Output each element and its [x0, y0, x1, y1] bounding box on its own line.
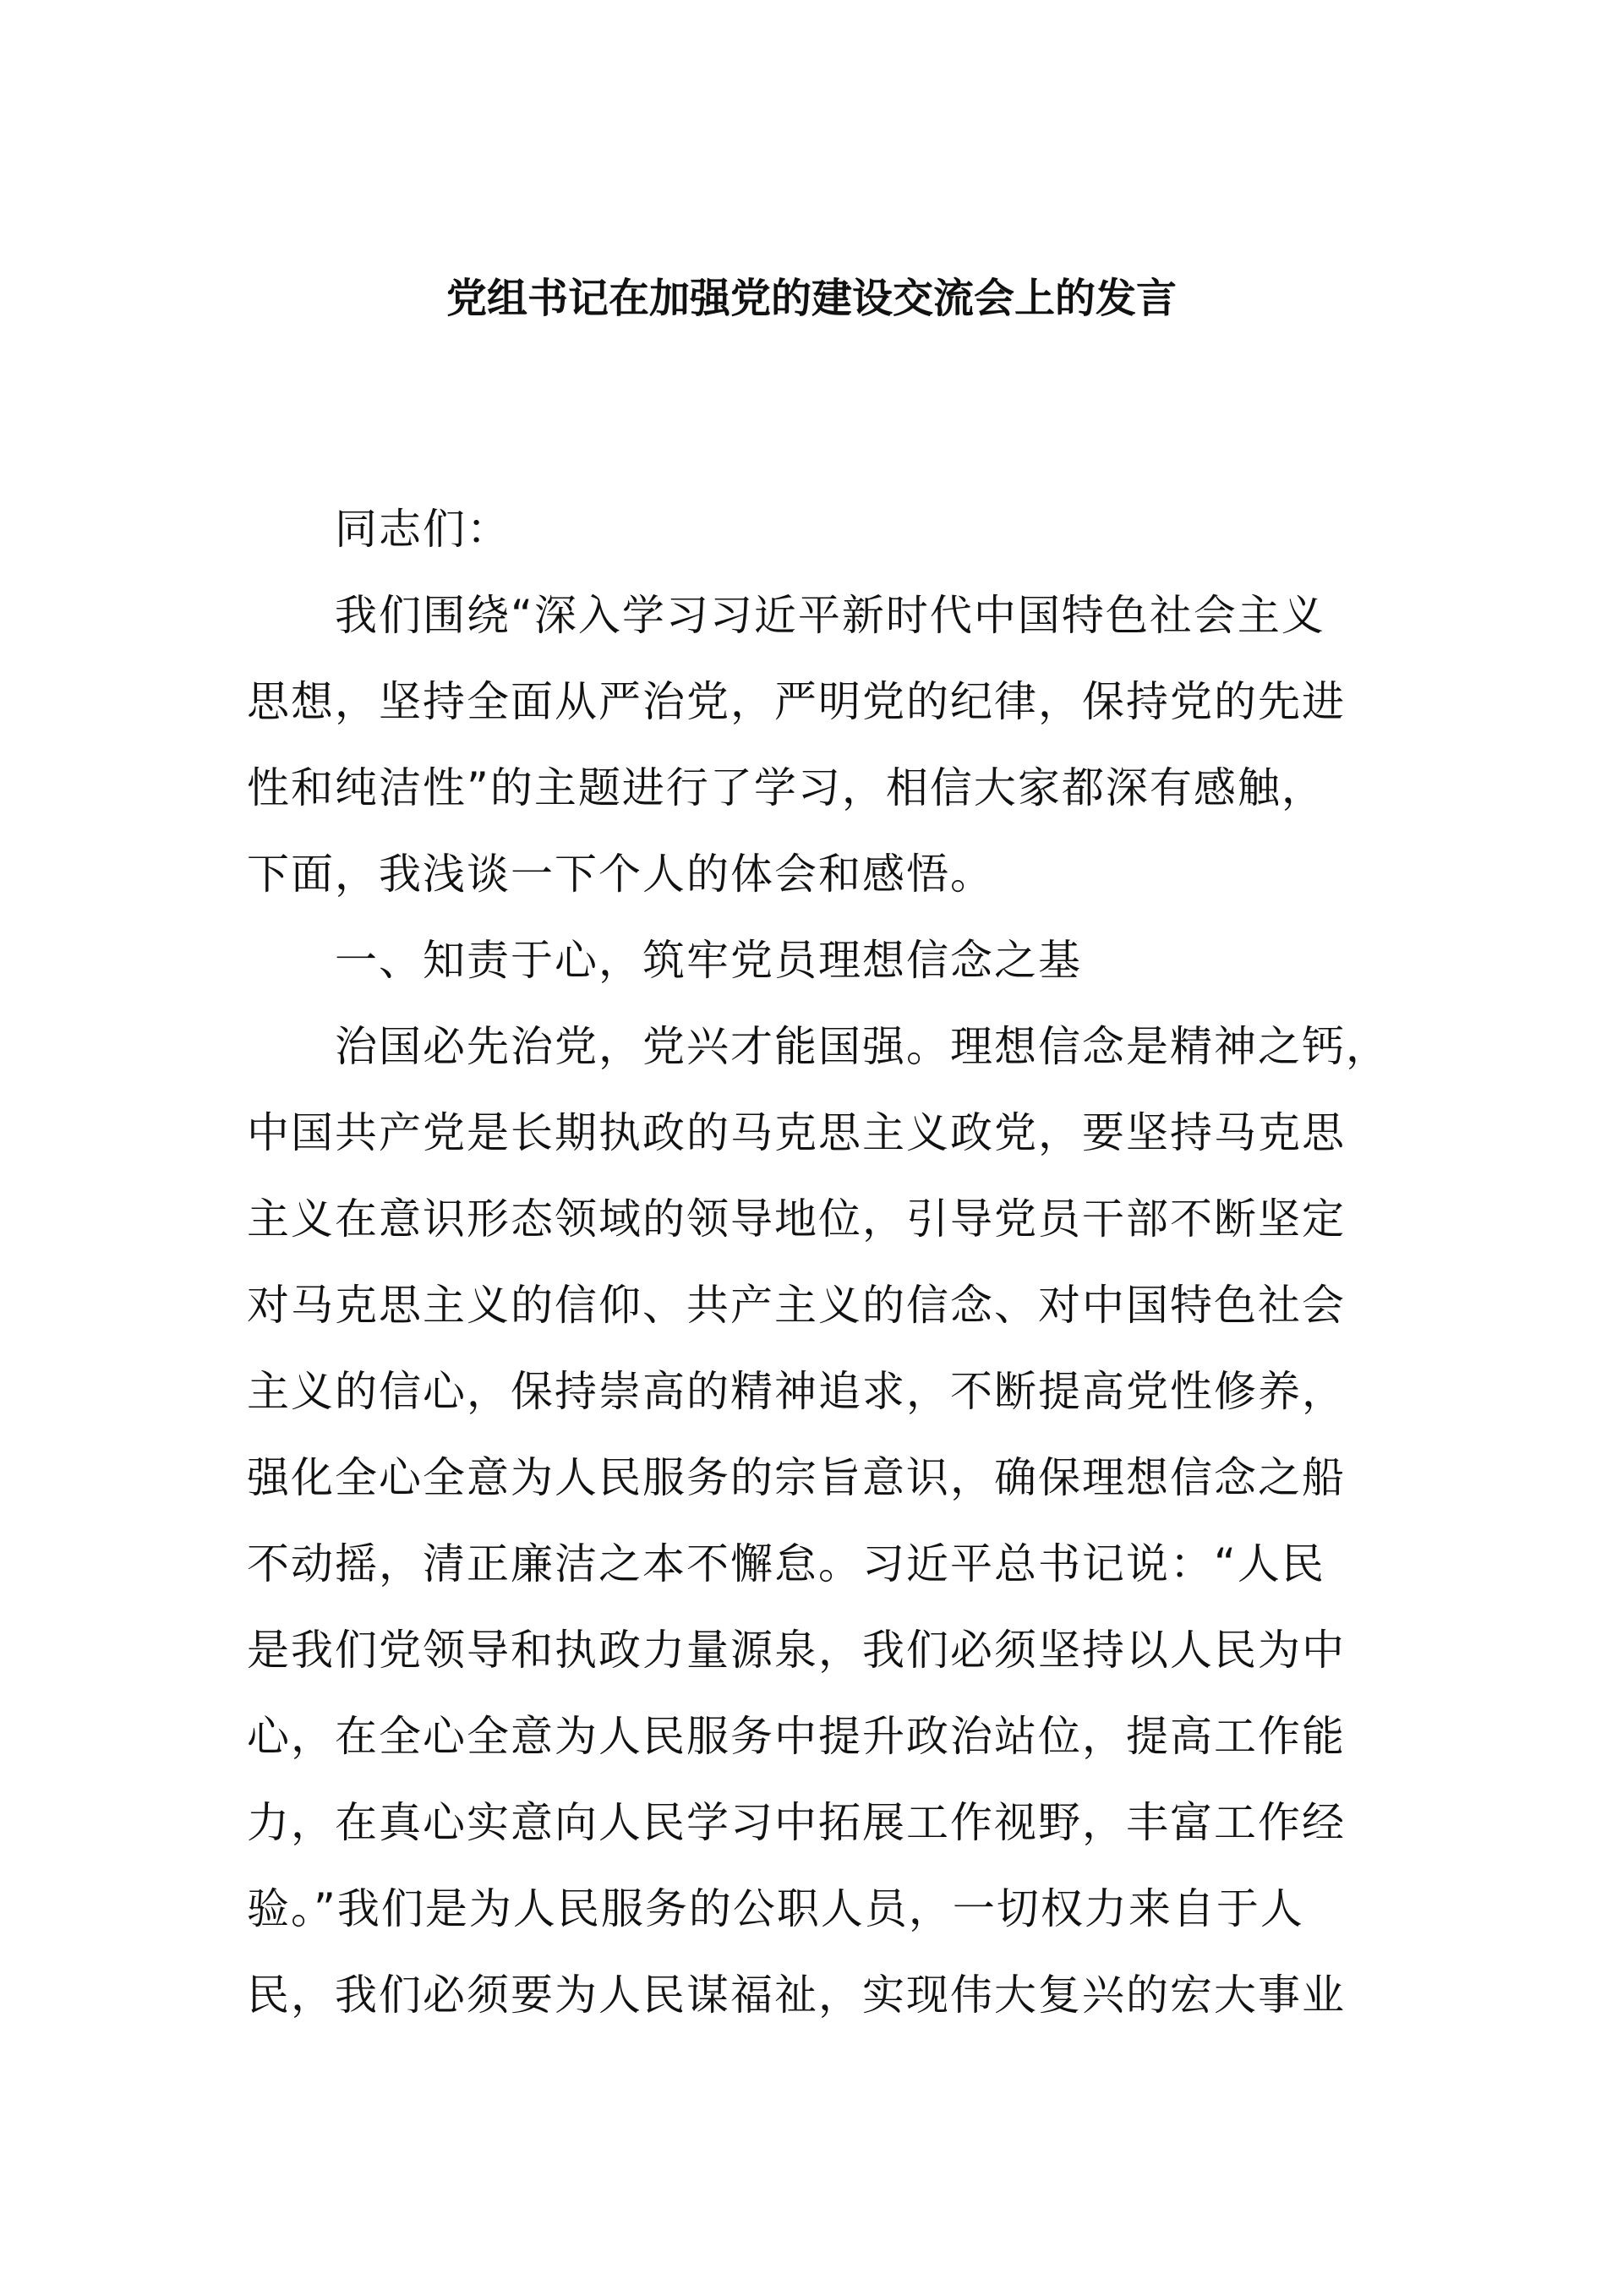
salutation-line: 同志们： — [335, 505, 511, 554]
paragraph-line: 心，在全心全意为人民服务中提升政治站位，提高工作能 — [247, 1712, 1346, 1761]
paragraph-line: 强化全心全意为人民服务的宗旨意识，确保理想信念之船 — [247, 1453, 1346, 1502]
paragraph-line: 下面，我浅谈一下个人的体会和感悟。 — [247, 850, 994, 899]
paragraph-line: 中国共产党是长期执政的马克思主义政党，要坚持马克思 — [247, 1108, 1346, 1157]
paragraph-line: 性和纯洁性”的主题进行了学习，相信大家都深有感触， — [247, 763, 1325, 812]
paragraph-line: 对马克思主义的信仰、共产主义的信念、对中国特色社会 — [247, 1281, 1346, 1330]
paragraph-line: 思想，坚持全面从严治党，严明党的纪律，保持党的先进 — [247, 677, 1346, 726]
paragraph-line: 民，我们必须要为人民谋福祉，实现伟大复兴的宏大事业 — [247, 1971, 1346, 2020]
paragraph-line: 不动摇，清正廉洁之本不懈怠。习近平总书记说：“人民 — [247, 1539, 1325, 1588]
paragraph-line: 是我们党领导和执政力量源泉，我们必须坚持以人民为中 — [247, 1626, 1346, 1675]
paragraph-line: 我们围绕“深入学习习近平新时代中国特色社会主义 — [335, 591, 1325, 640]
paragraph-line: 主义的信心，保持崇高的精神追求，不断提高党性修养， — [247, 1367, 1346, 1416]
section-heading: 一、知责于心，筑牢党员理想信念之基 — [335, 936, 1082, 985]
paragraph-line: 力，在真心实意向人民学习中拓展工作视野，丰富工作经 — [247, 1798, 1346, 1847]
paragraph-line: 治国必先治党，党兴才能国强。理想信念是精神之钙， — [335, 1022, 1390, 1071]
document-title: 党组书记在加强党的建设交流会上的发言 — [445, 275, 1177, 322]
paragraph-line: 验。”我们是为人民服务的公职人员，一切权力来自于人 — [247, 1884, 1304, 1933]
paragraph-line: 主义在意识形态领域的领导地位，引导党员干部不断坚定 — [247, 1194, 1346, 1244]
document-body — [247, 486, 1390, 2038]
